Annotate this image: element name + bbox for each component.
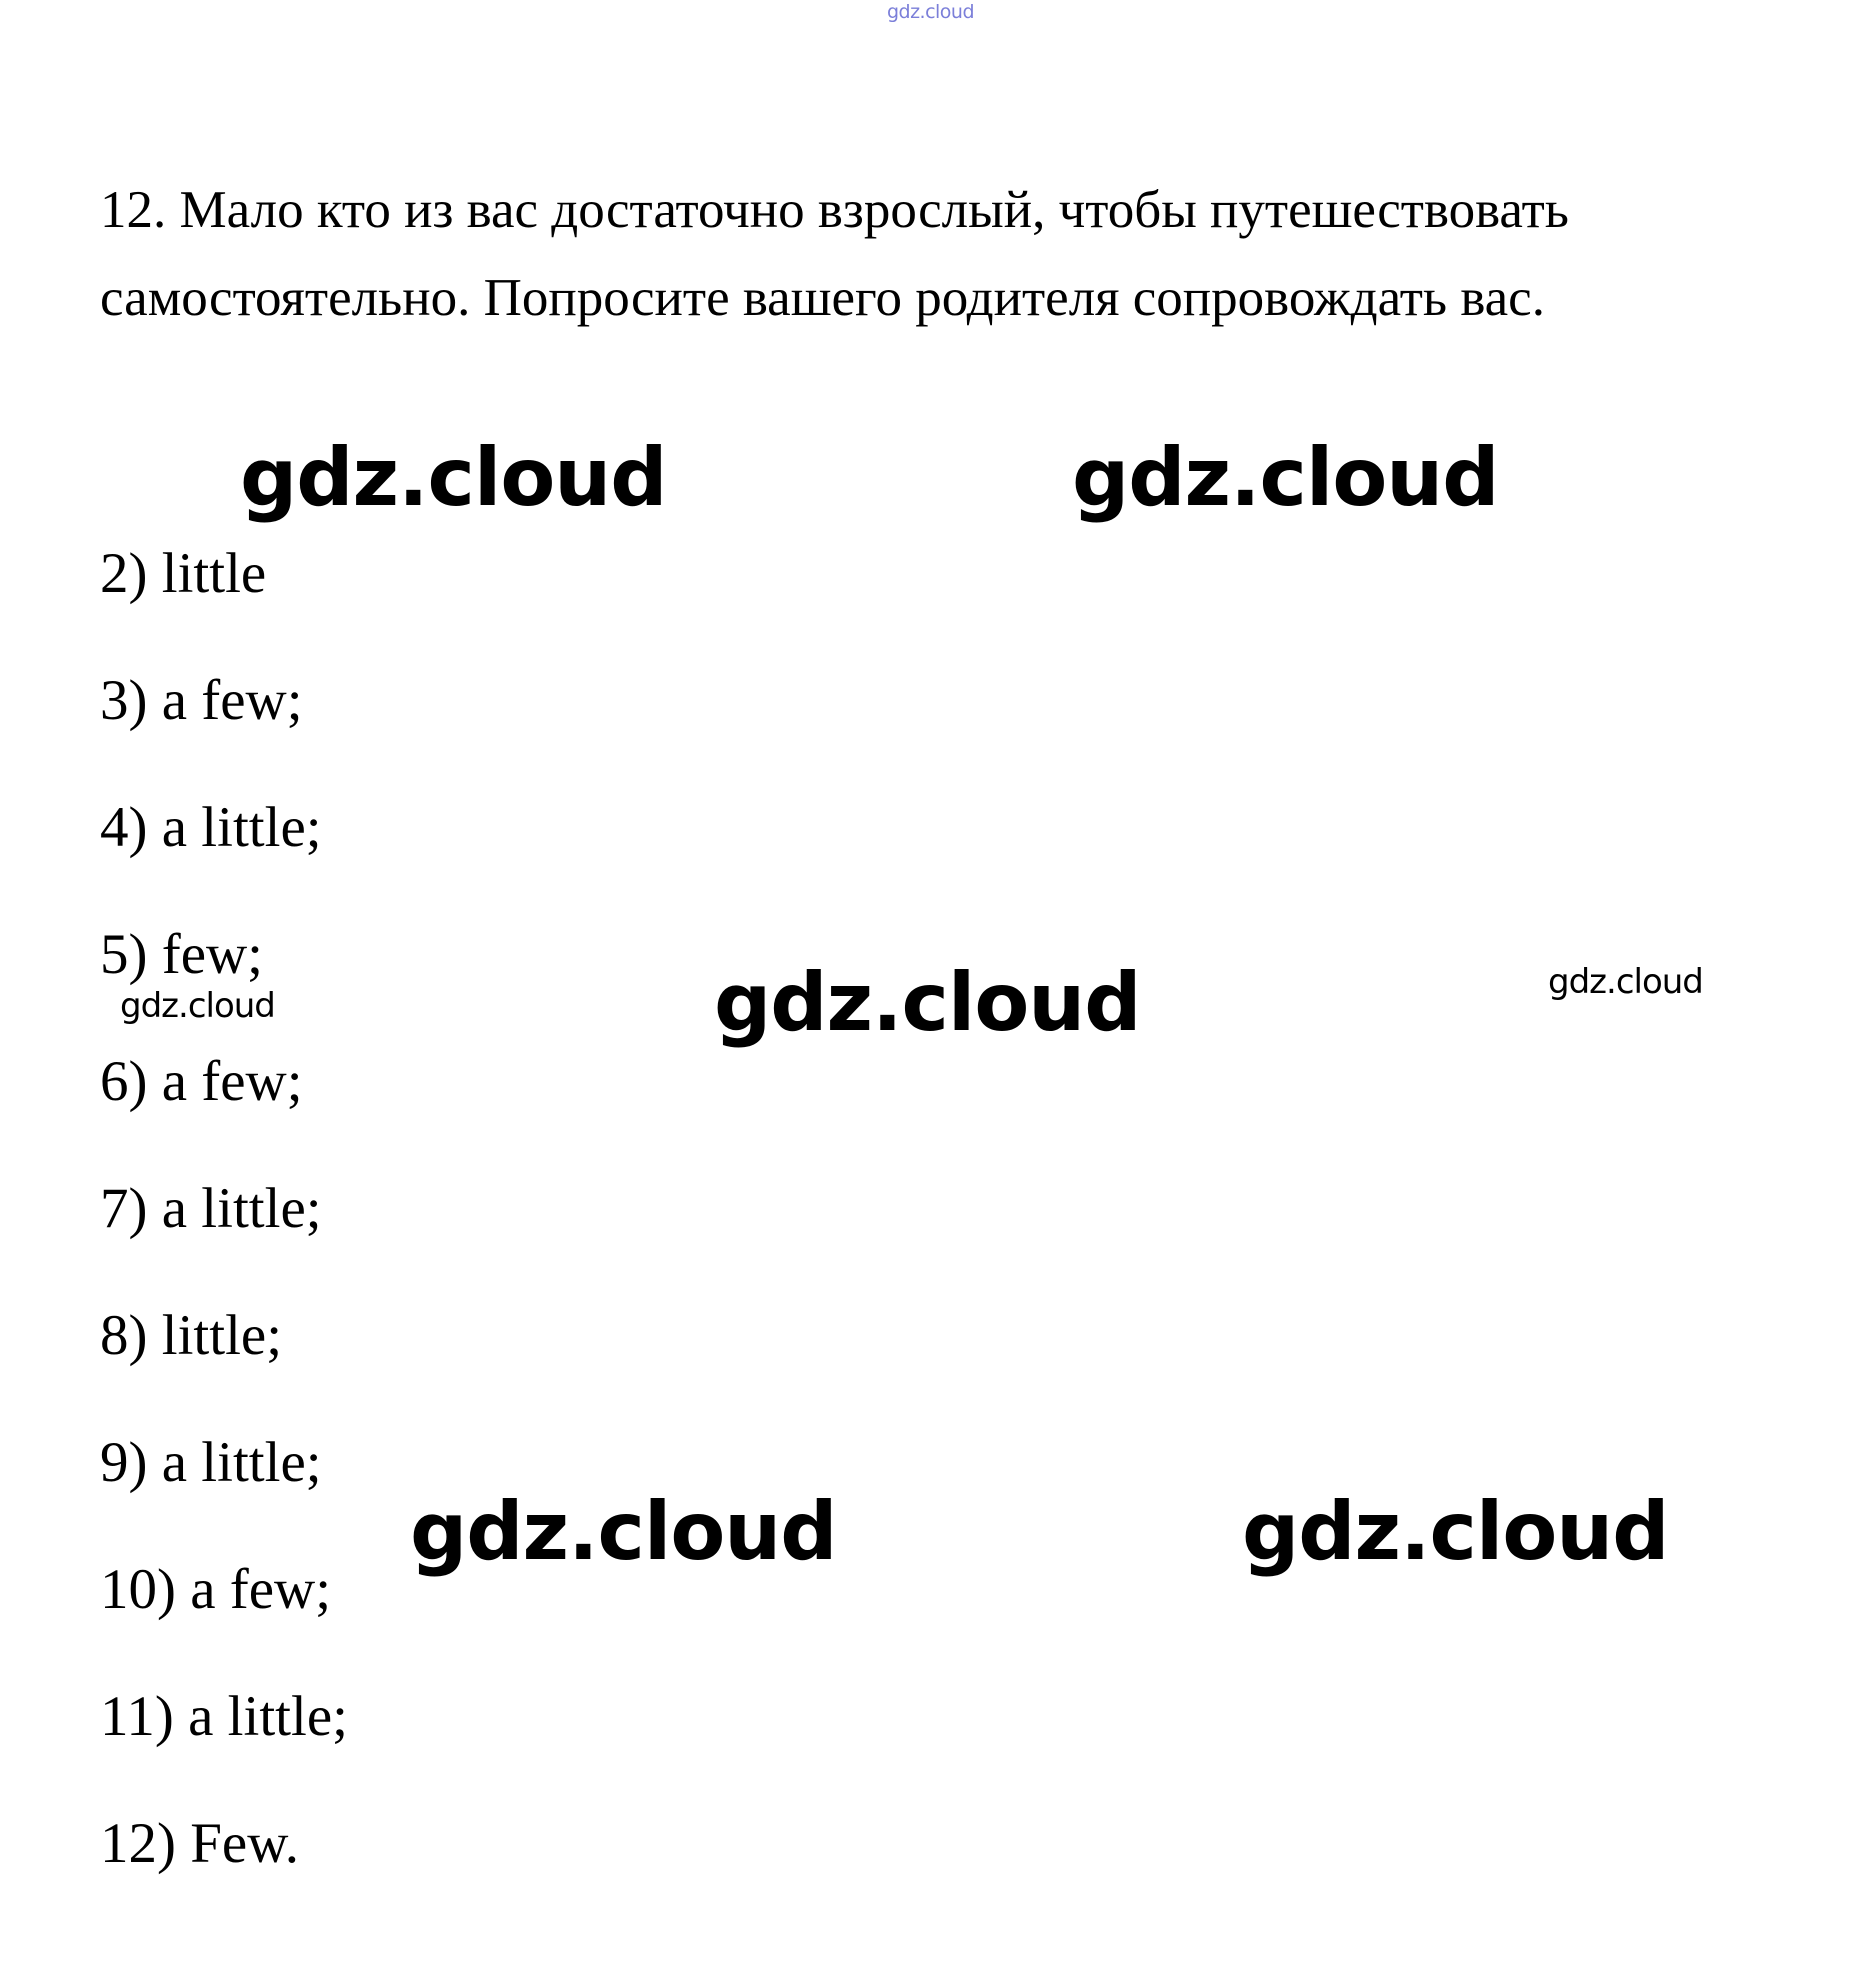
answer-item: 11) a little; — [100, 1685, 348, 1748]
answer-item: 5) few; — [100, 923, 264, 986]
answer-item: 3) a few; — [100, 669, 303, 732]
watermark: gdz.cloud — [1242, 1485, 1669, 1578]
answer-item: 6) a few; — [100, 1050, 303, 1113]
answer-item: 12) Few. — [100, 1812, 299, 1875]
answer-list — [100, 510, 348, 1907]
answer-item: 9) a little; — [100, 1431, 322, 1494]
answer-item: 7) a little; — [100, 1177, 322, 1240]
answer-item: 10) a few; — [100, 1558, 332, 1621]
answer-item: 4) a little; — [100, 796, 322, 859]
watermark: gdz.cloud — [410, 1485, 837, 1578]
site-watermark-top: gdz.cloud — [886, 1, 975, 23]
answer-item: 2) little — [100, 542, 267, 605]
question-text: 12. Мало кто из вас достаточно взрослый, чтобы путешествовать самостоятельно. Попросите вашего родителя сопровождать вас. — [100, 181, 1569, 327]
watermark: gdz.cloud — [1072, 431, 1499, 524]
answer-item: 8) little; — [100, 1304, 283, 1367]
watermark: gdz.cloud — [120, 986, 275, 1026]
watermark: gdz.cloud — [1548, 962, 1703, 1002]
watermark: gdz.cloud — [240, 431, 667, 524]
watermark: gdz.cloud — [714, 956, 1141, 1049]
